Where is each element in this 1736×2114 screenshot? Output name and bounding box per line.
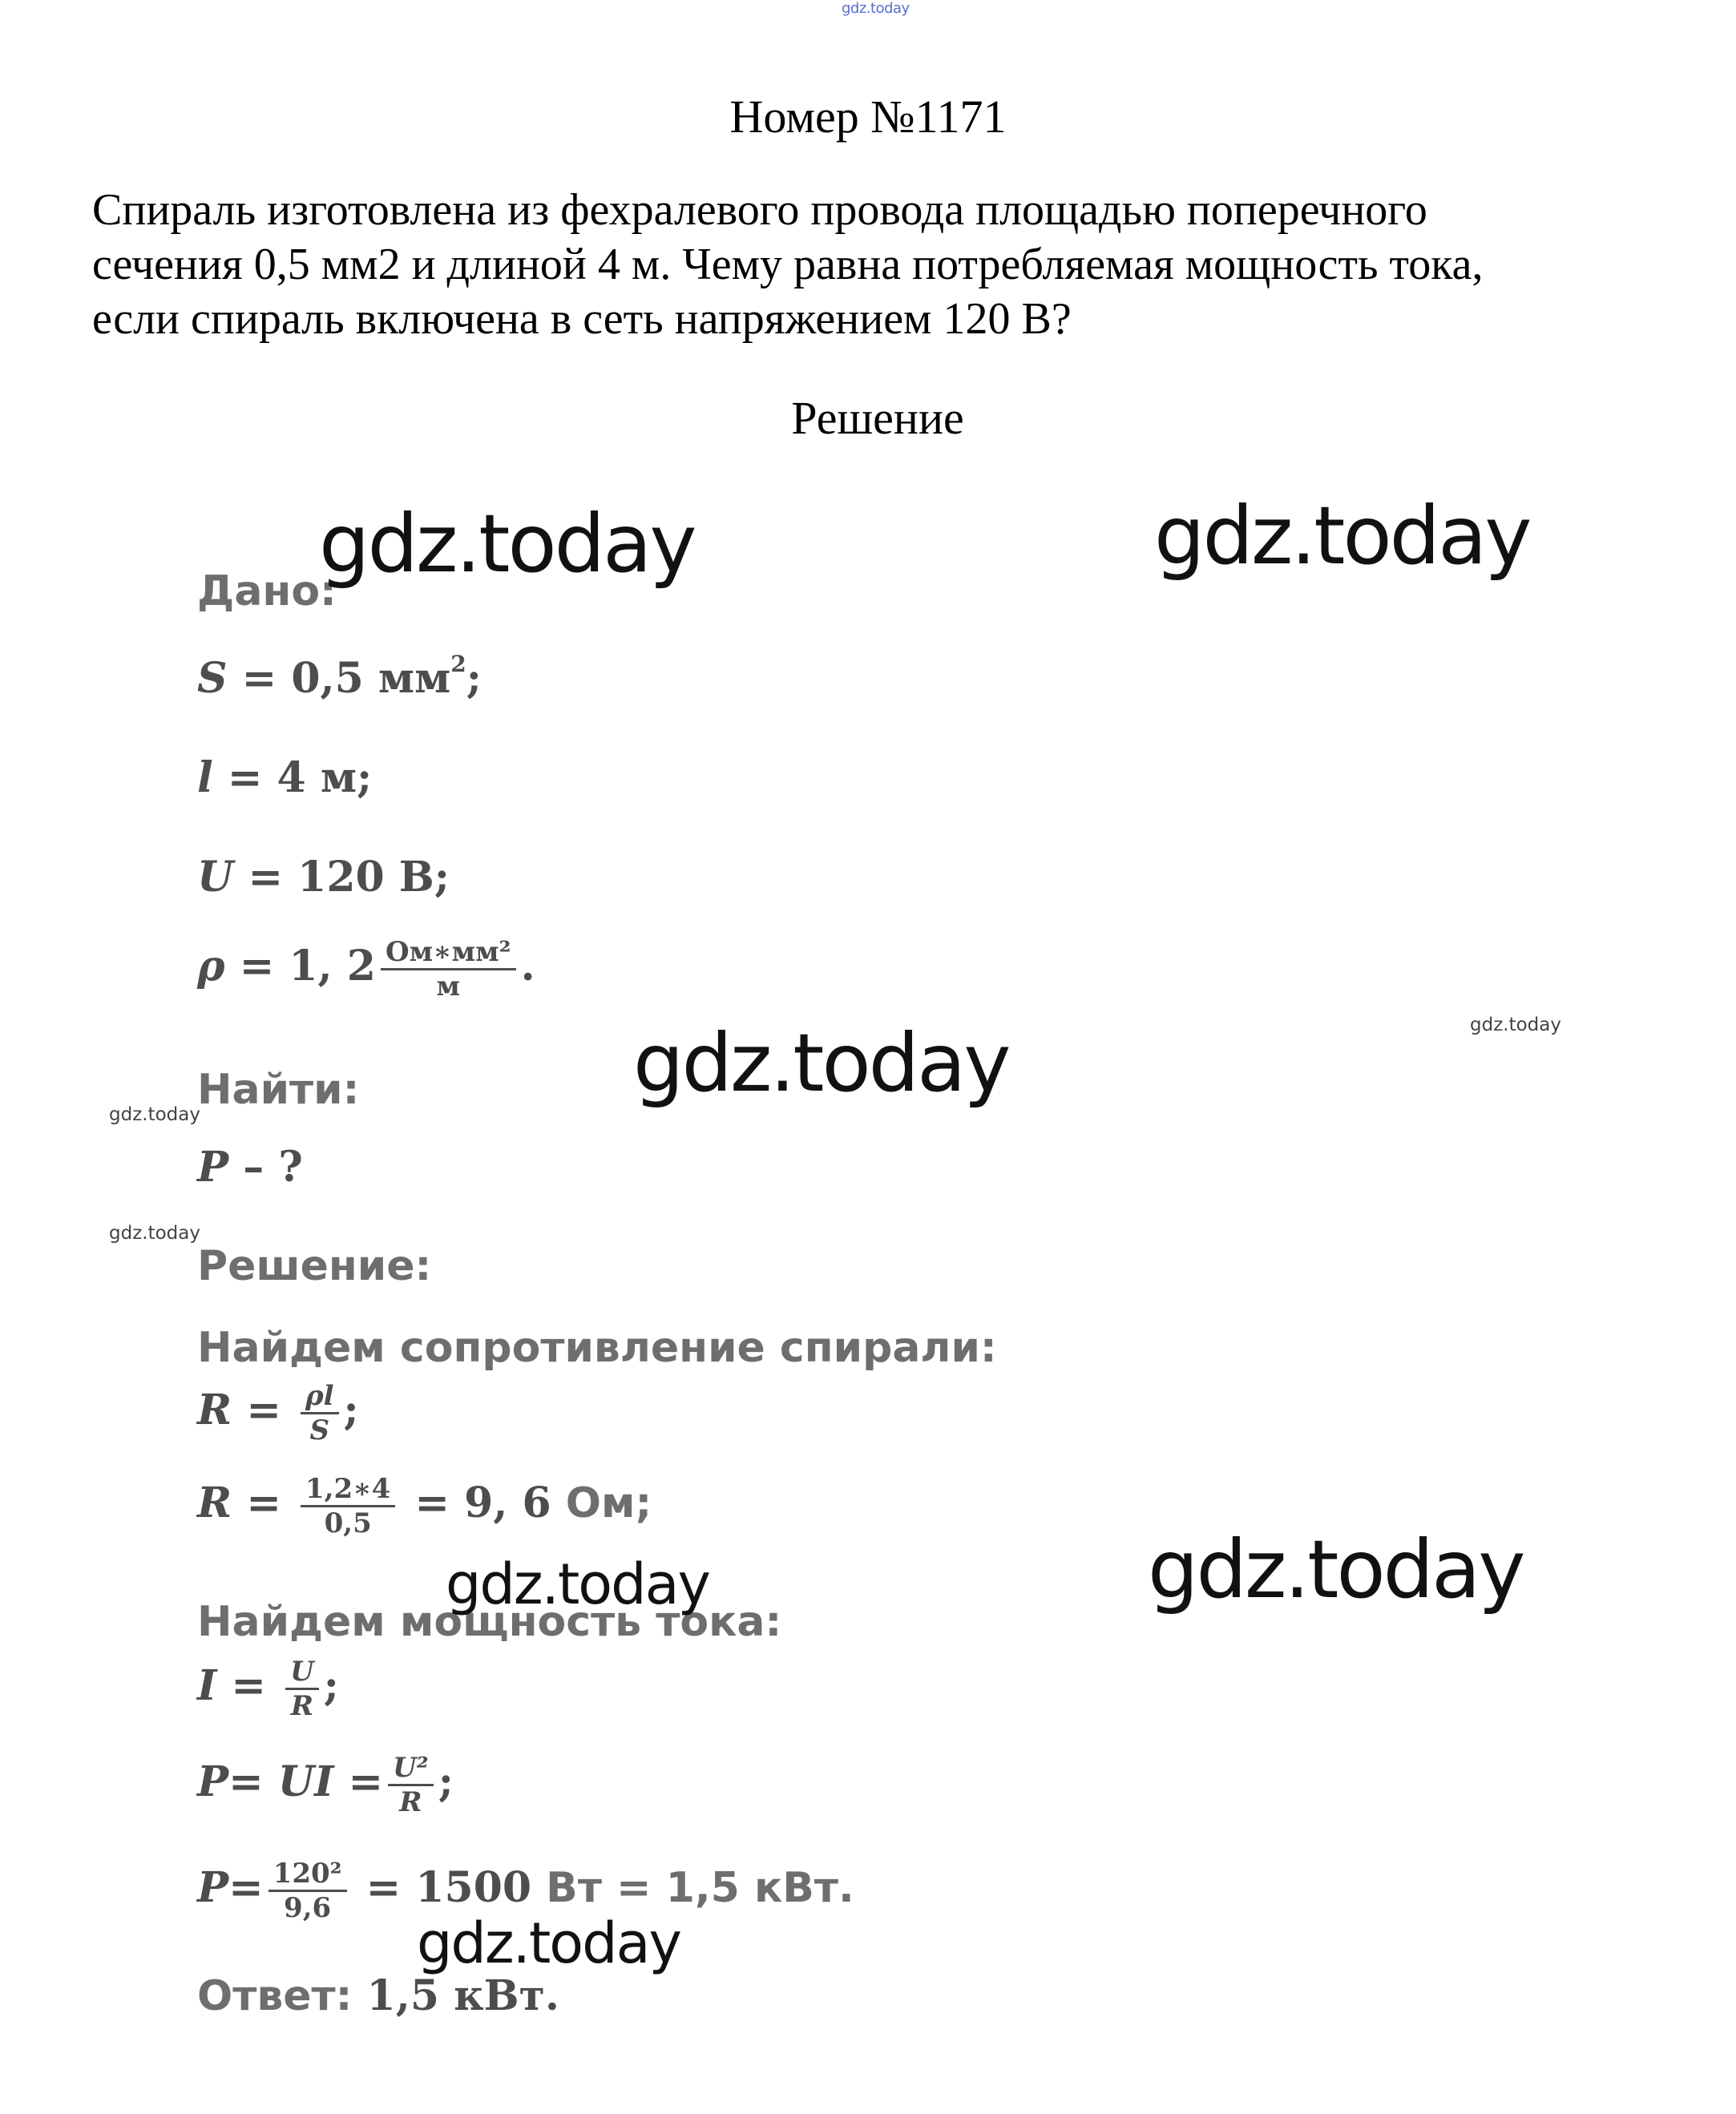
length-variable: l: [197, 753, 213, 802]
watermark-5: gdz.today: [1148, 1523, 1524, 1616]
watermark-1: gdz.today: [319, 497, 695, 591]
rho-end: .: [520, 942, 535, 990]
given-label: Дано:: [197, 567, 337, 615]
step-resistance-text: Найдем сопротивление спирали:: [197, 1324, 997, 1372]
calc-resistance-equals: =: [232, 1479, 296, 1527]
given-length: [197, 753, 372, 802]
rho-fraction: [381, 936, 516, 1003]
area-end: ;: [466, 654, 482, 703]
calc-resistance: [197, 1473, 652, 1539]
step-power-text: Найдем мощность тока:: [197, 1598, 782, 1646]
resistance-fraction: [301, 1380, 339, 1446]
calc-resistance-denominator: 0,5: [324, 1507, 372, 1539]
power-question: – ?: [228, 1143, 303, 1192]
watermark-small-1: gdz.today: [1470, 1015, 1561, 1035]
power-fraction: [388, 1752, 434, 1818]
calc-power-denominator: 9,6: [284, 1892, 332, 1924]
calc-resistance-result: = 9, 6: [400, 1479, 551, 1527]
length-value: = 4 м;: [212, 753, 373, 802]
problem-line-3: если спираль включена в сеть напряжением 120 В?: [92, 294, 1072, 344]
rho-numerator: Ом∗мм²: [381, 936, 516, 970]
power-end: ;: [438, 1757, 454, 1806]
calc-resistance-unit: Ом;: [551, 1479, 652, 1527]
watermark-2: gdz.today: [1154, 489, 1530, 583]
current-equals: =: [216, 1661, 281, 1710]
rho-variable: ρ: [197, 942, 225, 990]
watermark-4: gdz.today: [446, 1551, 709, 1617]
calc-power-unit: Вт = 1,5 кВт.: [531, 1864, 854, 1912]
given-area: [197, 651, 482, 703]
watermark-small-3: gdz.today: [109, 1223, 200, 1244]
formula-power: [197, 1752, 454, 1818]
rho-denominator: м: [436, 970, 461, 1003]
area-value: = 0,5 мм: [227, 654, 451, 703]
formula-current: [197, 1656, 339, 1722]
rho-value: = 1, 2: [224, 942, 376, 990]
current-variable: I: [197, 1661, 217, 1710]
calc-resistance-numerator: 1,2∗4: [301, 1473, 395, 1507]
problem-statement: [92, 183, 1663, 346]
find-label: Найти:: [197, 1066, 360, 1114]
current-end: ;: [323, 1661, 339, 1710]
page-title: Номер №1171: [729, 91, 1007, 143]
resistance-denominator: S: [309, 1414, 330, 1446]
power-ui: = UI =: [228, 1757, 384, 1806]
given-resistivity: [197, 936, 535, 1003]
calc-power-result: = 1500: [351, 1863, 532, 1912]
calc-power-variable: P: [197, 1863, 229, 1912]
answer-label: Ответ:: [197, 1972, 353, 2020]
solution-label: Решение:: [197, 1242, 432, 1290]
calc-resistance-fraction: [301, 1473, 395, 1539]
current-fraction: [285, 1656, 319, 1722]
find-power: [197, 1143, 303, 1192]
problem-line-1: Спираль изготовлена из фехралевого провода площадью поперечного: [92, 185, 1427, 235]
calc-power-numerator: 120²: [268, 1858, 347, 1892]
calc-power-fraction: [268, 1858, 347, 1924]
voltage-variable: U: [197, 853, 234, 902]
current-numerator: U: [285, 1656, 319, 1690]
problem-line-2: сечения 0,5 мм2 и длиной 4 м. Чему равна потребляемая мощность тока,: [92, 240, 1484, 289]
given-voltage: [197, 853, 450, 902]
answer-value: 1,5 кВт.: [352, 1971, 559, 2020]
watermark-3: gdz.today: [633, 1016, 1009, 1110]
calc-power-equals: =: [228, 1863, 264, 1912]
power-numerator: U²: [388, 1752, 434, 1786]
resistance-equals: =: [232, 1386, 296, 1434]
area-variable: S: [197, 654, 228, 703]
watermark-6: gdz.today: [417, 1910, 680, 1976]
voltage-value: = 120 В;: [233, 853, 450, 902]
answer-line: [197, 1971, 559, 2020]
power-denominator: R: [399, 1786, 422, 1818]
watermark-small-2: gdz.today: [109, 1104, 200, 1125]
resistance-variable: R: [197, 1386, 232, 1434]
power-variable: P: [197, 1143, 229, 1192]
formula-resistance: [197, 1380, 359, 1446]
top-watermark: gdz.today: [842, 0, 910, 17]
power-formula-variable: P: [197, 1757, 229, 1806]
solution-heading: Решение: [791, 392, 964, 444]
area-exponent: 2: [450, 651, 466, 677]
resistance-numerator: ρl: [301, 1380, 339, 1414]
resistance-end: ;: [343, 1386, 359, 1434]
calc-resistance-variable: R: [197, 1479, 232, 1527]
current-denominator: R: [290, 1690, 314, 1722]
